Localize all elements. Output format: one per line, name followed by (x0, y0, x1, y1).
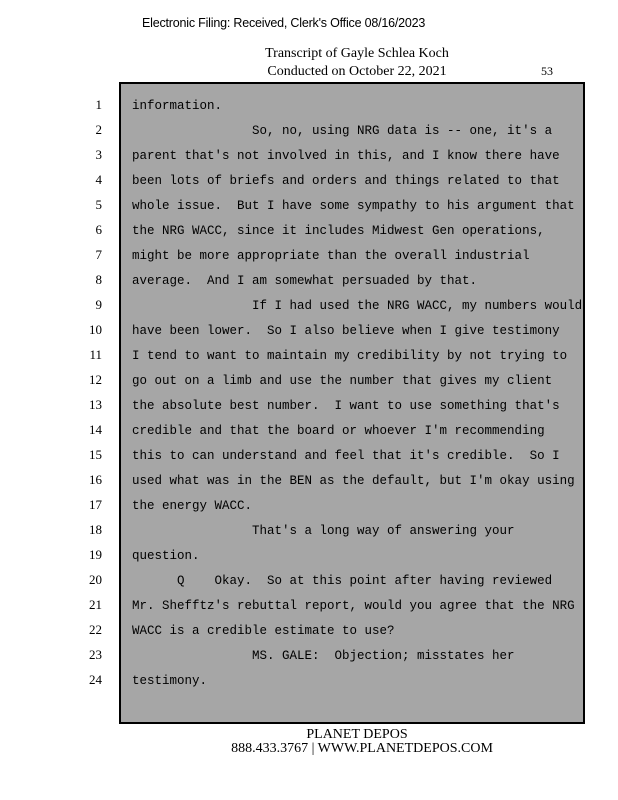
line-number: 4 (95, 172, 102, 187)
transcript-line: go out on a limb and use the number that gives my client (132, 374, 553, 388)
line-number: 22 (89, 622, 102, 637)
transcript-line: credible and that the board or whoever I'm recommending (132, 424, 545, 438)
transcript-line: the energy WACC. (132, 499, 253, 513)
transcript-line: That's a long way of answering your (132, 524, 515, 538)
line-number: 13 (89, 397, 102, 412)
transcript-line: So, no, using NRG data is -- one, it's a (132, 124, 553, 138)
line-number: 15 (89, 447, 102, 462)
line-number: 2 (95, 122, 102, 137)
transcript-line: If I had used the NRG WACC, my numbers would (132, 299, 583, 313)
transcript-line: might be more appropriate than the overall industrial (132, 249, 530, 263)
line-number: 5 (95, 197, 102, 212)
transcript-line: information. (132, 99, 223, 113)
line-number: 17 (89, 497, 102, 512)
line-number: 6 (95, 222, 102, 237)
line-number: 9 (95, 297, 102, 312)
line-number: 23 (89, 647, 102, 662)
footer-company: PLANET DEPOS (306, 727, 408, 742)
line-number: 12 (89, 372, 102, 387)
transcript-line: Mr. Shefftz's rebuttal report, would you agree that the NRG (132, 599, 575, 613)
transcript-line: this to can understand and feel that it's credible. So I (132, 449, 560, 463)
transcript-line: I tend to want to maintain my credibility by not trying to (132, 349, 568, 363)
transcript-line: question. (132, 549, 200, 563)
line-number: 18 (89, 522, 102, 537)
transcript-line: the NRG WACC, since it includes Midwest Gen operations, (132, 224, 545, 238)
line-number: 10 (89, 322, 102, 337)
transcript-title: Transcript of Gayle Schlea Koch (265, 46, 449, 61)
line-number: 1 (95, 97, 102, 112)
line-number: 7 (95, 247, 102, 262)
line-number: 14 (89, 422, 102, 437)
transcript-text-box (119, 82, 585, 724)
transcript-line: whole issue. But I have some sympathy to his argument that (132, 199, 575, 213)
transcript-date: Conducted on October 22, 2021 (267, 64, 447, 79)
transcript-line: MS. GALE: Objection; misstates her (132, 649, 515, 663)
line-number: 20 (89, 572, 102, 587)
line-number: 19 (89, 547, 102, 562)
transcript-line: WACC is a credible estimate to use? (132, 624, 395, 638)
line-number: 24 (89, 672, 102, 687)
footer-contact: 888.433.3767 | WWW.PLANETDEPOS.COM (231, 741, 493, 756)
line-number: 11 (89, 347, 102, 362)
transcript-line: been lots of briefs and orders and things related to that (132, 174, 560, 188)
line-number: 3 (95, 147, 102, 162)
transcript-line: Q Okay. So at this point after having reviewed (132, 574, 553, 588)
transcript-line: have been lower. So I also believe when I give testimony (132, 324, 560, 338)
transcript-line: testimony. (132, 674, 208, 688)
line-number: 16 (89, 472, 102, 487)
line-number: 21 (89, 597, 102, 612)
transcript-line: the absolute best number. I want to use something that's (132, 399, 560, 413)
filing-stamp: Electronic Filing: Received, Clerk's Office 08/16/2023 (142, 16, 426, 30)
transcript-line: parent that's not involved in this, and I know there have (132, 149, 560, 163)
transcript-line: used what was in the BEN as the default, but I'm okay using (132, 474, 575, 488)
transcript-line: average. And I am somewhat persuaded by that. (132, 274, 478, 288)
line-number: 8 (95, 272, 102, 287)
page-number: 53 (541, 64, 553, 78)
